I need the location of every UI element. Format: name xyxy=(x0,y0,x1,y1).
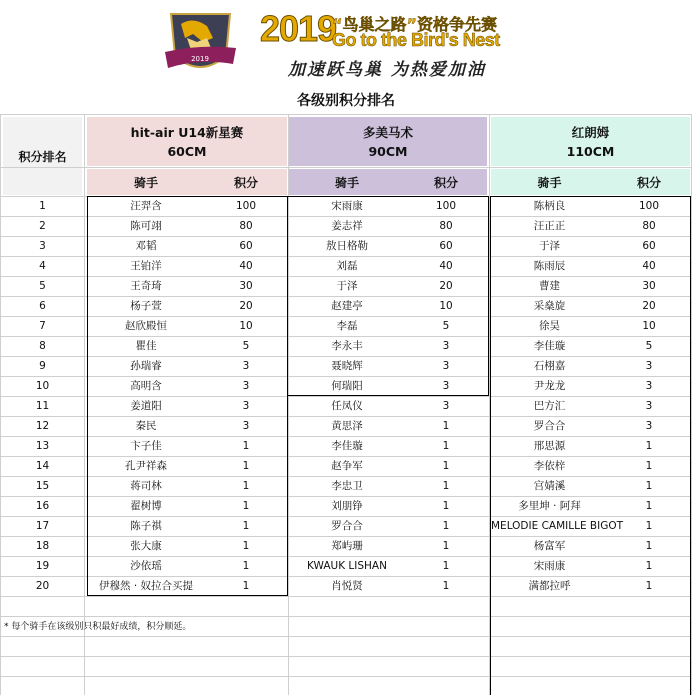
category-height: 110CM xyxy=(566,143,615,159)
points-column-header: 积分 xyxy=(233,175,258,190)
rider-cell: 赵争军 xyxy=(331,460,363,472)
points-cell: 3 xyxy=(442,360,450,372)
rider-cell: 敖日格勒 xyxy=(326,240,368,252)
row-divider xyxy=(0,556,692,557)
points-cell: 1 xyxy=(442,520,450,532)
rider-cell: 曹建 xyxy=(539,280,560,292)
block-border xyxy=(87,196,88,596)
rider-cell: 尹龙龙 xyxy=(533,380,566,392)
table-row xyxy=(0,316,692,336)
rider-cell: 陈柄良 xyxy=(533,200,566,212)
rider-cell: KWAUK LISHAN xyxy=(307,560,387,572)
rider-cell: 邢思源 xyxy=(533,440,566,452)
rider-cell: 孙瑞睿 xyxy=(130,360,162,372)
column-divider xyxy=(0,114,1,695)
points-cell: 3 xyxy=(242,400,250,412)
rank-cell: 10 xyxy=(35,380,50,392)
sub-header-90cm xyxy=(289,169,487,195)
category-height: 90CM xyxy=(368,143,408,159)
rank-cell: 16 xyxy=(35,500,50,512)
event-logo xyxy=(163,8,238,83)
points-cell: 1 xyxy=(242,480,250,492)
rider-cell: 李依梓 xyxy=(533,460,566,472)
points-cell: 3 xyxy=(645,420,653,432)
row-divider xyxy=(0,114,692,115)
rider-cell: 罗合合 xyxy=(533,420,566,432)
points-cell: 10 xyxy=(439,300,453,312)
row-divider xyxy=(0,676,692,677)
row-divider xyxy=(0,596,692,597)
block-border xyxy=(87,595,287,596)
rank-header: 积分排名 xyxy=(3,117,82,195)
rider-cell: 黄思泽 xyxy=(331,420,363,432)
rider-cell: 沙依瑶 xyxy=(130,560,162,572)
rider-cell: 陈雨辰 xyxy=(533,260,566,272)
table-row xyxy=(0,336,692,356)
event-name-en: Go to the Bird's Nest xyxy=(332,30,500,50)
rider-cell: 宫婧溪 xyxy=(533,480,566,492)
points-cell: 60 xyxy=(642,240,656,252)
rank-cell: 7 xyxy=(39,320,46,332)
block-border xyxy=(690,196,691,695)
rider-cell: 孔尹祥森 xyxy=(125,460,167,472)
points-cell: 1 xyxy=(645,480,653,492)
row-divider xyxy=(0,316,692,317)
points-cell: 1 xyxy=(242,580,250,592)
rider-cell: 何瑞阳 xyxy=(331,380,363,392)
points-cell: 3 xyxy=(442,380,450,392)
block-border xyxy=(490,196,691,197)
column-divider xyxy=(84,114,85,695)
row-divider xyxy=(0,456,692,457)
points-cell: 40 xyxy=(239,260,253,272)
points-column-header: 积分 xyxy=(433,175,458,190)
points-cell: 40 xyxy=(439,260,453,272)
category-name: hit-air U14新星赛 xyxy=(130,124,244,140)
block-border xyxy=(287,196,288,596)
rank-cell: 9 xyxy=(39,360,46,372)
rank-cell: 2 xyxy=(39,220,46,232)
points-cell: 5 xyxy=(442,320,450,332)
row-divider xyxy=(0,476,692,477)
category-header-60cm xyxy=(87,117,287,166)
points-cell: 100 xyxy=(435,200,457,212)
table-row xyxy=(0,396,692,416)
points-cell: 5 xyxy=(645,340,653,352)
points-cell: 1 xyxy=(242,540,250,552)
rider-cell: 满都拉呼 xyxy=(528,580,571,592)
points-cell: 80 xyxy=(239,220,253,232)
column-divider xyxy=(288,114,289,695)
ranking-table xyxy=(0,114,692,695)
points-cell: 30 xyxy=(642,280,656,292)
block-border xyxy=(488,196,489,396)
row-divider xyxy=(0,436,692,437)
table-row xyxy=(0,496,692,516)
table-row xyxy=(0,256,692,276)
svg-text:2019: 2019 xyxy=(191,55,209,63)
points-cell: 1 xyxy=(242,460,250,472)
points-cell: 3 xyxy=(645,380,653,392)
row-divider xyxy=(0,616,692,617)
table-row xyxy=(0,576,692,596)
rank-cell: 13 xyxy=(35,440,50,452)
rider-cell: 王铂洋 xyxy=(130,260,162,272)
rider-cell: 卞子佳 xyxy=(130,440,162,452)
row-divider xyxy=(0,516,692,517)
rider-cell: 宋雨康 xyxy=(533,560,566,572)
row-divider xyxy=(0,296,692,297)
rank-cell: 1 xyxy=(39,200,46,212)
points-cell: 3 xyxy=(442,400,450,412)
row-divider xyxy=(0,636,692,637)
points-cell: 5 xyxy=(242,340,250,352)
rider-cell: 秦民 xyxy=(135,420,157,432)
table-row xyxy=(0,476,692,496)
slogan: 加速跃鸟巢 为热爱加油 xyxy=(288,60,486,80)
block-border xyxy=(288,196,488,197)
row-divider xyxy=(0,336,692,337)
points-cell: 3 xyxy=(242,380,250,392)
block-border xyxy=(490,196,491,695)
row-divider xyxy=(0,276,692,277)
rider-cell: MELODIE CAMILLE BIGOT xyxy=(491,520,624,532)
rank-cell: 12 xyxy=(35,420,50,432)
rider-column-header: 骑手 xyxy=(537,175,562,190)
rider-cell: 任凤仪 xyxy=(331,400,363,412)
rider-cell: 赵建亭 xyxy=(331,300,363,312)
rider-cell: 高明含 xyxy=(130,380,162,392)
footnote: * 每个骑手在该级别只积最好成绩，积分顺延。 xyxy=(4,622,192,632)
rider-cell: 邓韬 xyxy=(135,240,157,252)
points-cell: 1 xyxy=(242,440,250,452)
points-cell: 1 xyxy=(442,560,450,572)
rank-cell: 6 xyxy=(39,300,46,312)
points-cell: 80 xyxy=(642,220,656,232)
rider-cell: 刘朋铮 xyxy=(331,500,363,512)
points-cell: 1 xyxy=(645,460,653,472)
rider-cell: 姜道阳 xyxy=(130,400,162,412)
category-name: 多美马术 xyxy=(362,124,413,140)
rider-cell: 杨富军 xyxy=(533,540,566,552)
rider-cell: 汪正正 xyxy=(533,220,566,232)
rider-cell: 采燊旋 xyxy=(533,300,566,312)
points-cell: 1 xyxy=(242,520,250,532)
event-name: “鸟巢之路”资格争先赛 xyxy=(332,15,498,34)
row-divider xyxy=(0,216,692,217)
table-row xyxy=(0,236,692,256)
rider-cell: 汪羿含 xyxy=(130,200,162,212)
event-year: 2019 xyxy=(260,8,337,49)
row-divider xyxy=(0,167,692,168)
row-divider xyxy=(0,536,692,537)
row-divider xyxy=(0,576,692,577)
points-cell: 40 xyxy=(642,260,656,272)
row-divider xyxy=(0,496,692,497)
category-height: 60CM xyxy=(167,143,207,159)
rider-cell: 张大康 xyxy=(130,540,162,552)
table-row xyxy=(0,456,692,476)
points-cell: 1 xyxy=(645,520,653,532)
points-cell: 1 xyxy=(442,420,450,432)
table-row xyxy=(0,196,692,216)
rider-cell: 陈可翊 xyxy=(130,220,162,232)
points-cell: 20 xyxy=(439,280,453,292)
sub-header-110cm xyxy=(491,169,690,195)
rider-cell: 李忠卫 xyxy=(331,480,363,492)
points-cell: 1 xyxy=(442,580,450,592)
rider-cell: 刘磊 xyxy=(336,260,358,272)
rider-cell: 陈子祺 xyxy=(130,520,162,532)
rider-cell: 李佳璇 xyxy=(331,440,363,452)
rank-cell: 15 xyxy=(35,480,50,492)
rank-cell: 11 xyxy=(35,400,50,412)
row-divider xyxy=(0,656,692,657)
rank-cell: 20 xyxy=(35,580,50,592)
category-header-90cm xyxy=(289,117,487,166)
rider-cell: 伊穆然 · 奴拉合买提 xyxy=(98,580,193,592)
table-row xyxy=(0,216,692,236)
rider-cell: 于泽 xyxy=(336,280,358,292)
points-cell: 1 xyxy=(645,440,653,452)
points-cell: 3 xyxy=(645,360,653,372)
rider-cell: 瞿佳 xyxy=(135,340,157,352)
table-row xyxy=(0,516,692,536)
points-cell: 1 xyxy=(442,500,450,512)
table-row xyxy=(0,556,692,576)
points-cell: 1 xyxy=(442,540,450,552)
rank-cell: 8 xyxy=(39,340,46,352)
points-cell: 1 xyxy=(442,440,450,452)
points-cell: 3 xyxy=(442,340,450,352)
row-divider xyxy=(0,236,692,237)
rider-cell: 徐昊 xyxy=(539,320,560,332)
block-border xyxy=(288,395,488,396)
rider-cell: 杨子萱 xyxy=(130,300,162,312)
rank-cell: 14 xyxy=(35,460,50,472)
points-cell: 20 xyxy=(239,300,253,312)
table-row xyxy=(0,356,692,376)
row-divider xyxy=(0,356,692,357)
row-divider xyxy=(0,256,692,257)
table-row xyxy=(0,376,692,396)
rank-cell: 19 xyxy=(35,560,50,572)
points-cell: 1 xyxy=(645,500,653,512)
rider-cell: 翟树博 xyxy=(130,500,162,512)
points-cell: 3 xyxy=(242,420,250,432)
rider-cell: 李永丰 xyxy=(331,340,363,352)
rank-cell: 4 xyxy=(39,260,46,272)
rider-cell: 郑屿珊 xyxy=(331,540,363,552)
rank-cell: 17 xyxy=(35,520,50,532)
rider-cell: 宋雨康 xyxy=(331,200,363,212)
category-name: 红朗姆 xyxy=(571,124,610,140)
row-divider xyxy=(0,416,692,417)
rider-cell: 肖悦贤 xyxy=(331,580,363,592)
rider-cell: 聂晓辉 xyxy=(331,360,363,372)
points-cell: 1 xyxy=(645,560,653,572)
category-header-110cm xyxy=(491,117,690,166)
table-row xyxy=(0,436,692,456)
block-border xyxy=(87,196,287,197)
points-cell: 30 xyxy=(239,280,253,292)
points-cell: 1 xyxy=(242,560,250,572)
table-row xyxy=(0,296,692,316)
rider-cell: 李磊 xyxy=(336,320,358,332)
rider-column-header: 骑手 xyxy=(133,175,158,190)
rank-cell: 5 xyxy=(39,280,46,292)
row-divider xyxy=(0,396,692,397)
sub-header-60cm xyxy=(87,169,287,195)
points-cell: 60 xyxy=(239,240,253,252)
points-cell: 10 xyxy=(239,320,253,332)
rider-cell: 多里坤 · 阿拜 xyxy=(518,500,581,512)
points-cell: 3 xyxy=(242,360,250,372)
points-cell: 1 xyxy=(442,460,450,472)
table-row xyxy=(0,276,692,296)
points-cell: 10 xyxy=(642,320,656,332)
rider-column-header: 骑手 xyxy=(334,175,359,190)
points-cell: 1 xyxy=(645,580,653,592)
points-cell: 20 xyxy=(642,300,656,312)
rider-cell: 于泽 xyxy=(539,240,560,252)
rider-cell: 王奇琦 xyxy=(130,280,162,292)
points-cell: 1 xyxy=(242,500,250,512)
points-cell: 1 xyxy=(442,480,450,492)
table-row xyxy=(0,416,692,436)
rider-cell: 蒋司林 xyxy=(130,480,162,492)
page-title: 各级别积分排名 xyxy=(297,93,395,109)
rider-cell: 巴方汇 xyxy=(533,400,566,412)
table-row xyxy=(0,536,692,556)
points-cell: 80 xyxy=(439,220,453,232)
points-cell: 60 xyxy=(439,240,453,252)
row-divider xyxy=(0,376,692,377)
points-cell: 1 xyxy=(645,540,653,552)
rider-cell: 赵欣殿恒 xyxy=(125,320,167,332)
rider-cell: 罗合合 xyxy=(331,520,363,532)
points-column-header: 积分 xyxy=(636,175,661,190)
rider-cell: 石栩嘉 xyxy=(533,360,566,372)
points-cell: 3 xyxy=(645,400,653,412)
points-cell: 100 xyxy=(638,200,660,212)
points-cell: 100 xyxy=(235,200,257,212)
rider-cell: 姜志祥 xyxy=(331,220,363,232)
rank-cell: 18 xyxy=(35,540,50,552)
rank-cell: 3 xyxy=(39,240,46,252)
rider-cell: 李佳璇 xyxy=(533,340,566,352)
